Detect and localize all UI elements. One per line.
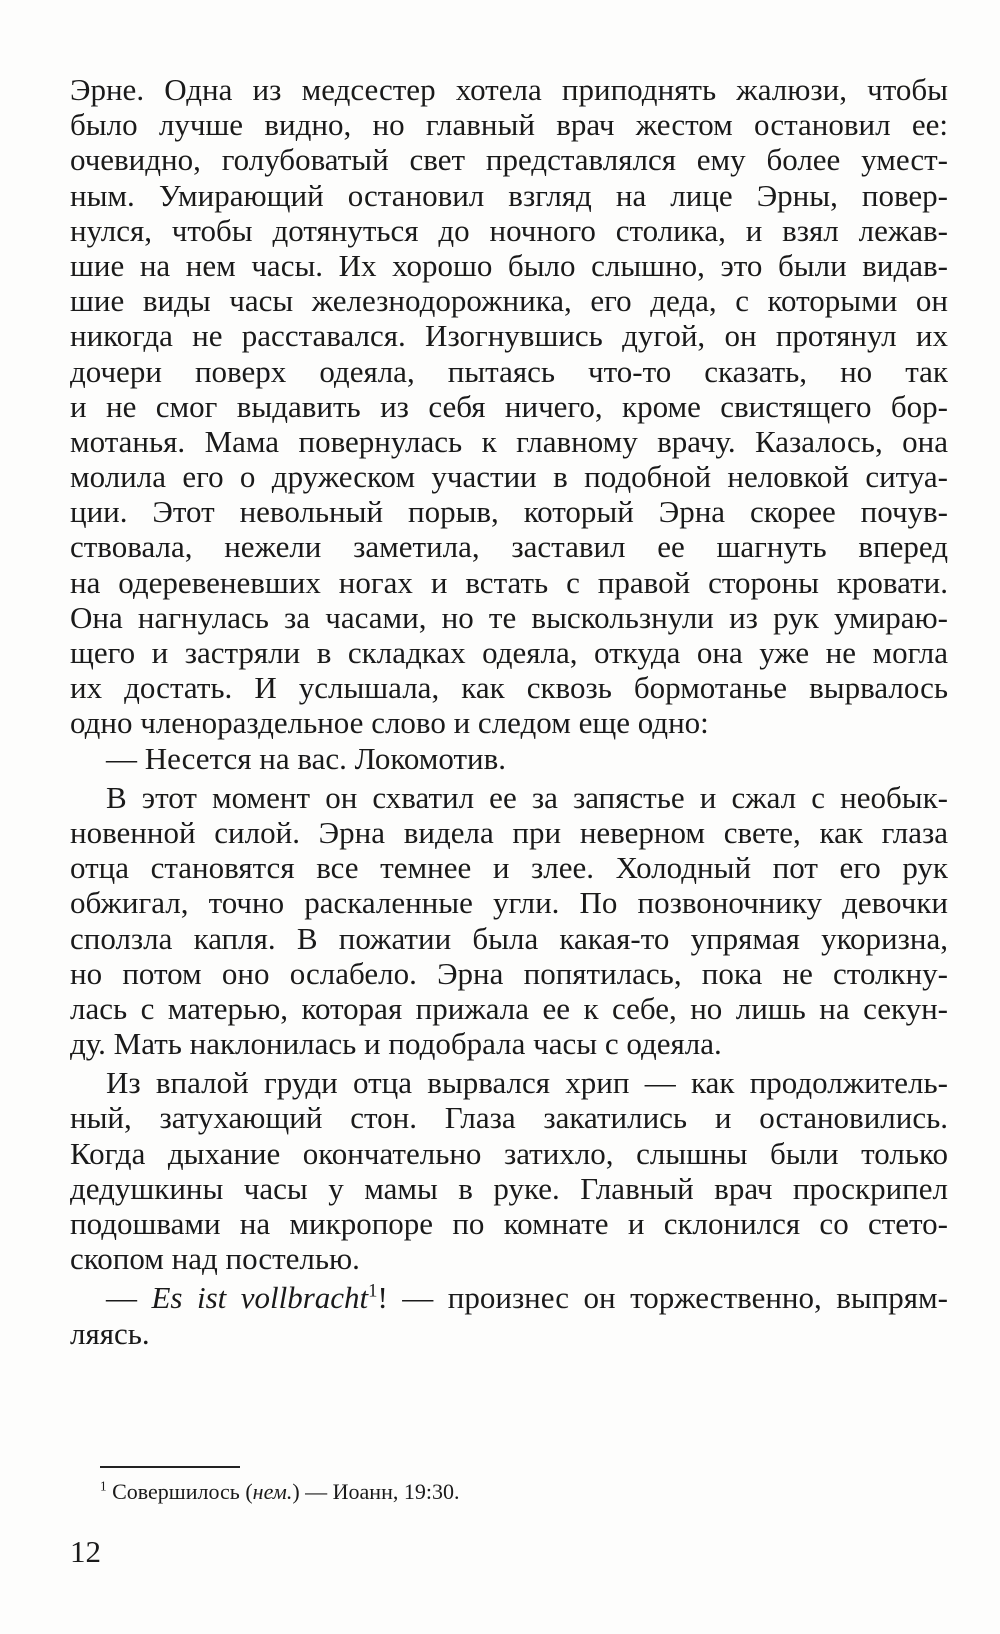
dialogue-line: — Несется на вас. Локомотив. [106, 740, 506, 776]
page-number: 12 [70, 1534, 101, 1569]
text-line: щего и застряли в складках одеяла, откуда она уже не могла [70, 635, 948, 670]
body-text [70, 72, 948, 1351]
footnote-ref[interactable]: 1 [368, 1281, 378, 1303]
text-line: ции. Этот невольный порыв, который Эрна скорее почув- [70, 494, 948, 530]
text-line: обжигал, точно раскаленные угли. По позвоночнику девочки [70, 885, 948, 921]
german-quote: Es ist vollbracht [151, 1280, 369, 1316]
text-line: дочери поверх одеяла, пытаясь что-то сказать, но так [70, 353, 948, 389]
text-line: шие на нем часы. Их хорошо было слышно, это были видав- [70, 247, 948, 283]
footnote [100, 1478, 459, 1506]
footnote-marker: 1 [100, 1478, 107, 1494]
text-line: Когда дыхание окончательно затихло, слышны были только [70, 1135, 948, 1171]
text-line: подошвами на микропоре по комнате и склонился со стето- [70, 1206, 948, 1241]
text-line: новенной силой. Эрна видела при неверном свете, как глаза [70, 814, 948, 850]
footnote-divider [100, 1466, 240, 1468]
text-line: нулся, чтобы дотянуться до ночного столика, и взял лежав- [70, 212, 948, 248]
text-line: дедушкины часы у мамы в руке. Главный врач проскрипел [70, 1170, 948, 1206]
text-line: очевидно, голубоватый свет представлялся ему более умест- [70, 142, 948, 178]
text-line: молила его о дружеском участии в подобной неловкой ситуа- [70, 459, 948, 495]
text-line: шие виды часы железнодорожника, его деда, с которыми он [70, 283, 948, 319]
text-line: ный, затухающий стон. Глаза закатились и остановились. [70, 1100, 948, 1136]
text-line: на одеревеневших ногах и встать с правой стороны кровати. [70, 564, 948, 600]
text-line: В этот момент он схватил ее за запястье и сжал с необык- [106, 779, 948, 815]
text-line: лась с матерью, которая прижала ее к себе, но лишь на секун- [70, 990, 948, 1026]
footnote-text-after: ) — Иоанн, 19:30. [292, 1479, 460, 1504]
text-line: ляясь. [70, 1315, 150, 1351]
text-line: Из впалой груди отца вырвался хрип — как продолжитель- [106, 1065, 948, 1101]
text-line: было лучше видно, но главный врач жестом остановил ее: [70, 107, 948, 143]
text-line: мотанья. Мама повернулась к главному врачу. Казалось, она [70, 423, 948, 459]
text-line: и не смог выдавить из себя ничего, кроме свистящего бор- [70, 388, 948, 424]
text-line: ду. Мать наклонилась и подобрала часы с одеяла. [70, 1026, 722, 1062]
dash: — [106, 1280, 152, 1316]
dialogue-rest: ! — произнес он торжественно, выпрям- [377, 1280, 948, 1316]
text-line: никогда не расставался. Изогнувшись дугой, он протянул их [70, 318, 948, 354]
text-line: отца становятся все темнее и злее. Холодный пот его рук [70, 850, 948, 886]
text-line: одно членораздельное слово и следом еще одно: [70, 705, 709, 741]
text-line: Эрне. Одна из медсестер хотела приподнять жалюзи, чтобы [70, 72, 948, 107]
text-line: сползла капля. В пожатии была какая-то упрямая укоризна, [70, 920, 948, 956]
text-line: их достать. И услышала, как сквозь бормотанье вырвалось [70, 670, 948, 706]
footnote-italic: нем. [252, 1479, 293, 1504]
text-line: ным. Умирающий остановил взгляд на лице Эрны, повер- [70, 177, 948, 213]
text-line: скопом над постелью. [70, 1241, 360, 1277]
footnote-text-before: Совершилось ( [106, 1479, 253, 1504]
text-line: но потом оно ослабело. Эрна попятилась, пока не столкну- [70, 955, 948, 991]
text-line: ствовала, нежели заметила, заставил ее шагнуть вперед [70, 529, 948, 565]
dialogue-line [70, 1280, 948, 1315]
text-line: Она нагнулась за часами, но те выскользнули из рук умираю- [70, 599, 948, 635]
